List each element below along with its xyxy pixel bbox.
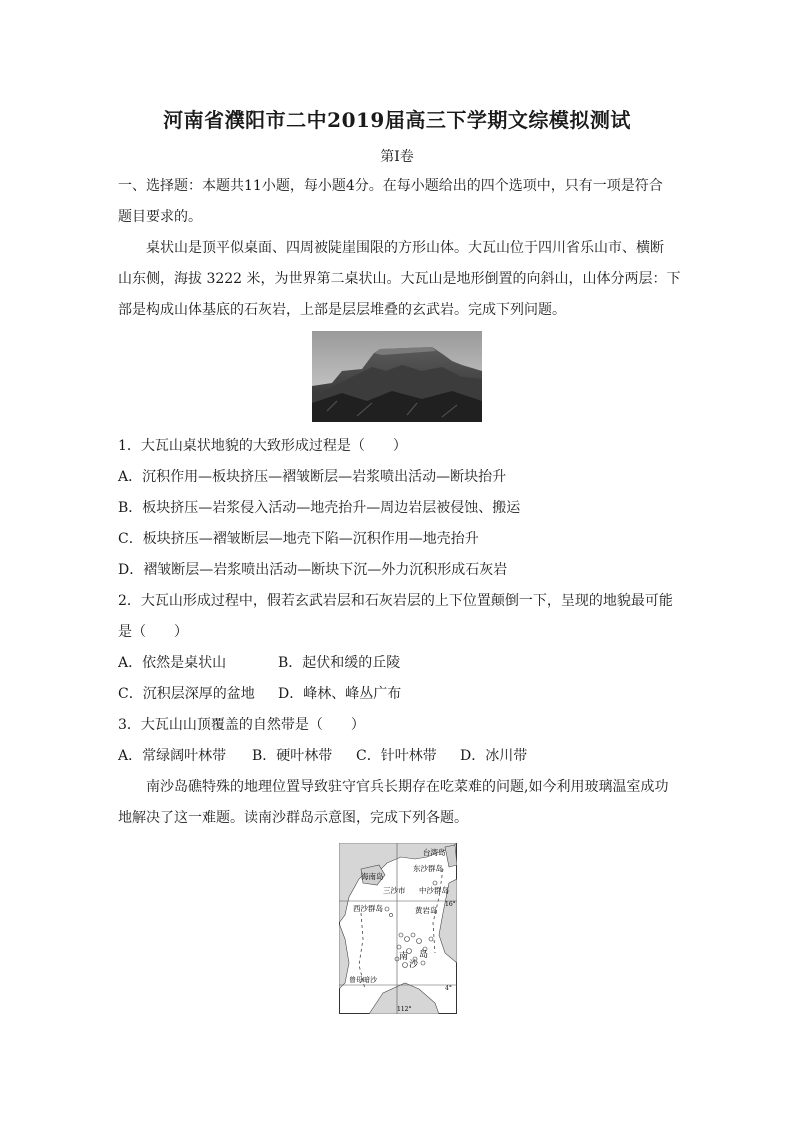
q2-stem-line1: 2．大瓦山形成过程中，假若玄武岩层和石灰岩层的上下位置颠倒一下，呈现的地貌最可能 — [118, 593, 673, 609]
map-label-xisha: 西沙群岛 — [353, 904, 383, 913]
q1-option-a: A．沉积作用—板块挤压—褶皱断层—岩浆喷出活动—断块抬升 — [118, 469, 507, 485]
map-label-sha: 沙 — [409, 960, 419, 970]
page-title: 河南省濮阳市二中2019届高三下学期文综模拟测试 — [163, 108, 631, 132]
q3-option-a: A．常绿阔叶林带 — [118, 748, 227, 764]
q1-option-c: C．板块挤压—褶皱断层—地壳下陷—沉积作用—地壳抬升 — [118, 531, 479, 547]
q2-options-row2 — [118, 684, 678, 704]
q2-option-b: B．起伏和缓的丘陵 — [278, 655, 401, 671]
passage1-line3: 部是构成山体基底的石灰岩，上部是层层堆叠的玄武岩。完成下列问题。 — [118, 302, 566, 318]
q1-option-b: B．板块挤压—岩浆侵入活动—地壳抬升—周边岩层被侵蚀、搬运 — [118, 500, 521, 516]
map-label-lon112: 112° — [397, 1006, 412, 1013]
passage1-line2: 山东侧，海拔 3222 米，为世界第二桌状山。大瓦山是地形倒置的向斜山，山体分两层：下 — [118, 271, 681, 287]
q1-stem: 1．大瓦山桌状地貌的大致形成过程是（ ） — [118, 438, 407, 454]
volume-label: 第Ⅰ卷 — [380, 149, 414, 165]
map-label-hainan: 海南岛 — [361, 872, 384, 881]
q1-option-d: D．褶皱断层—岩浆喷出活动—断块下沉—外力沉积形成石灰岩 — [118, 562, 508, 578]
q2-option-c: C．沉积层深厚的盆地 — [118, 686, 255, 702]
map-label-dongsha: 东沙群岛 — [413, 864, 443, 873]
section-instructions-line2: 题目要求的。 — [118, 209, 202, 225]
q3-option-b: B．硬叶林带 — [252, 748, 333, 764]
q3-option-d: D．冰川带 — [460, 748, 528, 764]
nansha-islands-map — [339, 843, 457, 1014]
dawa-mountain-photo — [312, 331, 482, 422]
map-label-sansha: 三沙市 — [383, 886, 406, 895]
map-label-zhongsha: 中沙群岛 — [419, 886, 449, 895]
q2-stem-line2: 是（ ） — [118, 624, 188, 640]
passage2-line2: 地解决了这一难题。读南沙群岛示意图，完成下列各题。 — [118, 810, 468, 826]
map-label-zengmu: 曾母暗沙 — [349, 976, 377, 984]
passage2-line1: 南沙岛礁特殊的地理位置导致驻守官兵长期存在吃菜难的问题,如今利用玻璃温室成功 — [146, 779, 669, 795]
q2-options-row1 — [118, 653, 678, 673]
q2-option-d: D．峰林、峰丛广布 — [278, 686, 402, 702]
map-label-taiwan: 台湾岛 — [423, 848, 446, 857]
passage1-line1: 桌状山是顶平似桌面、四周被陡崖围限的方形山体。大瓦山位于四川省乐山市、横断 — [146, 240, 664, 256]
map-label-island: 岛 — [419, 950, 429, 960]
map-label-lat16: 16° — [445, 901, 456, 908]
section-instructions-line1: 一、选择题：本题共11小题，每小题4分。在每小题给出的四个选项中，只有一项是符合 — [118, 178, 663, 194]
map-label-nan: 南 — [399, 952, 409, 962]
q2-option-a: A．依然是桌状山 — [118, 655, 227, 671]
q3-options-row — [118, 746, 678, 766]
q3-option-c: C．针叶林带 — [356, 748, 437, 764]
q3-stem: 3．大瓦山山顶覆盖的自然带是（ ） — [118, 717, 365, 733]
map-label-huangyan: 黄岩岛 — [415, 906, 438, 915]
map-label-lat4: 4° — [445, 985, 452, 992]
